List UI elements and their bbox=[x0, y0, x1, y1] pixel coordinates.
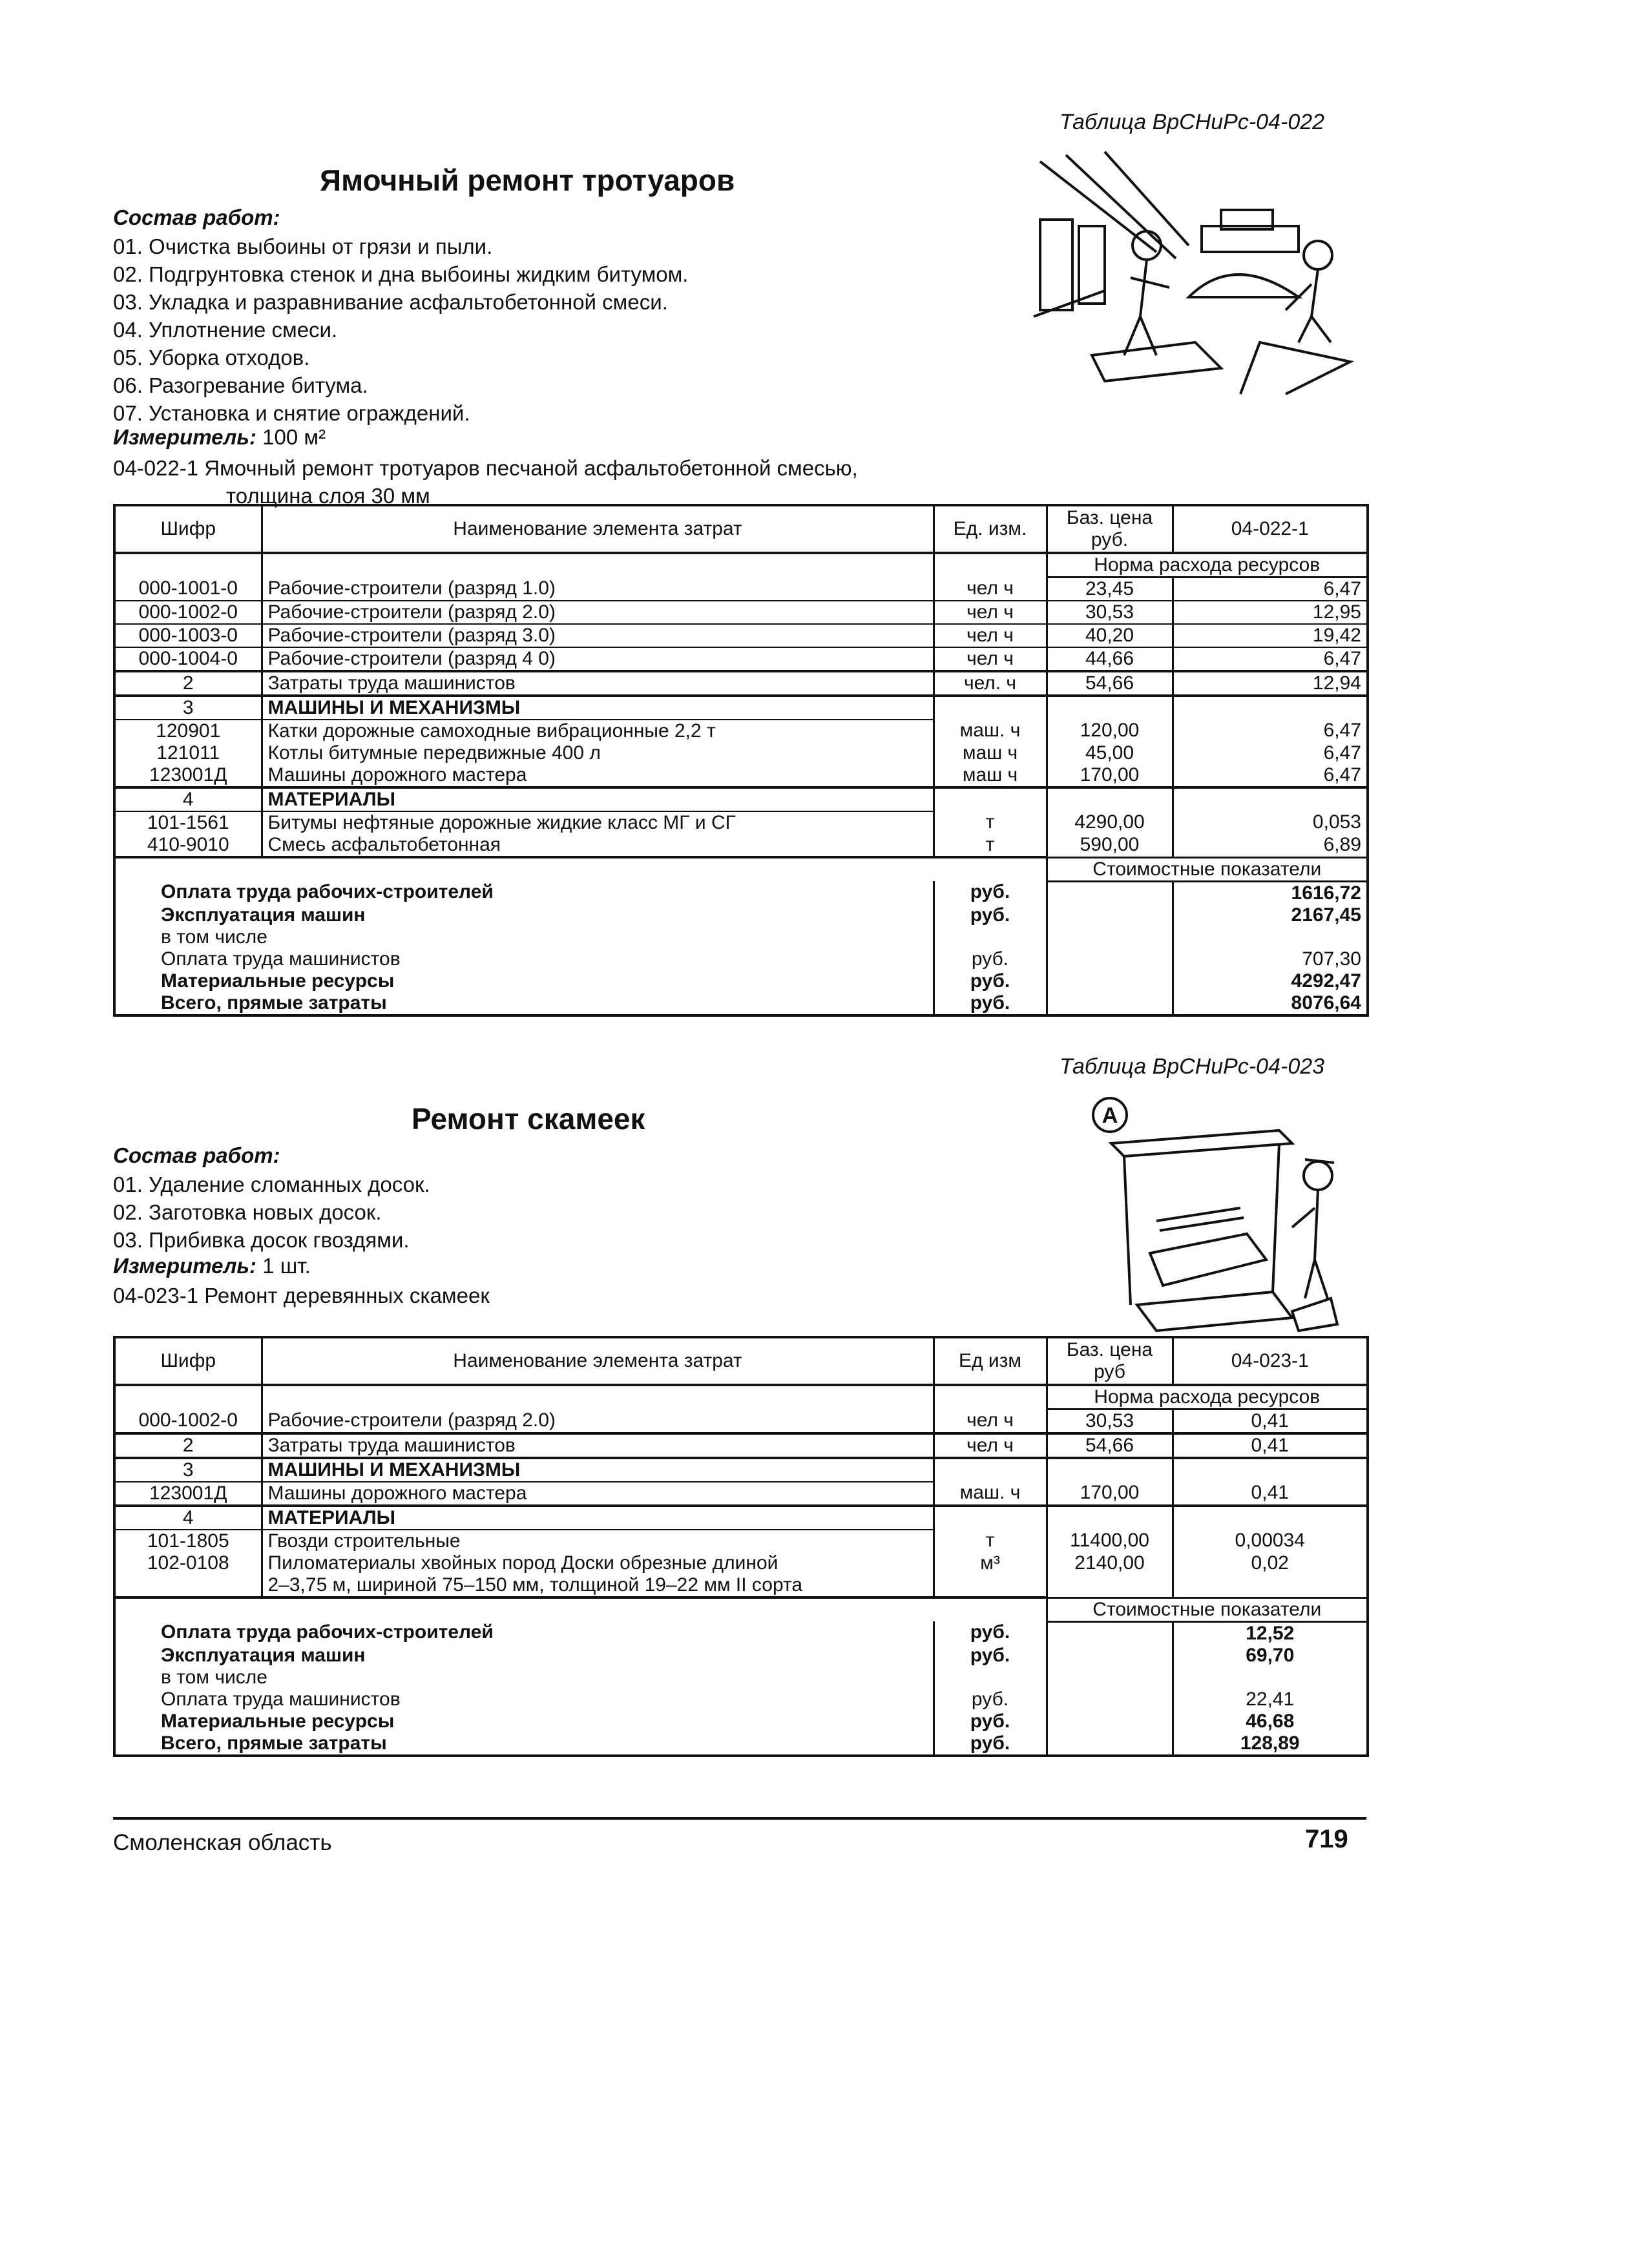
page-number: 719 bbox=[1305, 1825, 1348, 1853]
cell-name: Затраты труда машинистов bbox=[262, 671, 934, 696]
cell-name: Смесь асфальтобетонная bbox=[262, 834, 934, 857]
total-unit: руб. bbox=[934, 1689, 1047, 1711]
cell-unit: чел ч bbox=[934, 1433, 1047, 1458]
norm-subheader-row bbox=[114, 553, 1368, 577]
table-row bbox=[114, 1574, 1368, 1597]
cell-price: 23,45 bbox=[1047, 577, 1173, 601]
work-item: 01. Удаление сломанных досок. bbox=[113, 1172, 430, 1196]
cell-unit: чел ч bbox=[934, 624, 1047, 647]
total-value: 2167,45 bbox=[1173, 904, 1368, 926]
cell-price: 120,00 bbox=[1047, 720, 1173, 742]
cell-name: Котлы битумные передвижные 400 л bbox=[262, 742, 934, 764]
total-value: 22,41 bbox=[1173, 1689, 1368, 1711]
cell-unit: маш ч bbox=[934, 742, 1047, 764]
table-row bbox=[114, 624, 1368, 647]
cell-norm: 0,41 bbox=[1173, 1482, 1368, 1506]
works-list-1 bbox=[113, 233, 688, 427]
header-name: Наименование элемента затрат bbox=[262, 505, 934, 553]
work-item: 07. Установка и снятие ограждений. bbox=[113, 401, 470, 425]
cell-name: МАТЕРИАЛЫ bbox=[262, 1506, 934, 1530]
measure-2 bbox=[113, 1254, 311, 1278]
table-row bbox=[114, 1552, 1368, 1574]
cost-subheader: Стоимостные показатели bbox=[1047, 857, 1368, 881]
cell-price: 30,53 bbox=[1047, 601, 1173, 624]
table-row bbox=[114, 1506, 1368, 1530]
total-value: 8076,64 bbox=[1173, 992, 1368, 1015]
cell-unit: чел ч bbox=[934, 1410, 1047, 1434]
total-unit: руб. bbox=[934, 904, 1047, 926]
cell-unit: чел. ч bbox=[934, 671, 1047, 696]
total-value: 1616,72 bbox=[1173, 881, 1368, 904]
footer-rule bbox=[113, 1817, 1366, 1820]
caption-1 bbox=[113, 454, 858, 510]
norm-subheader: Норма расхода ресурсов bbox=[1047, 1385, 1368, 1410]
cell-norm: 0,00034 bbox=[1173, 1530, 1368, 1552]
works-heading-1: Состав работ: bbox=[113, 205, 280, 229]
table-row bbox=[114, 647, 1368, 671]
cell-name: МАТЕРИАЛЫ bbox=[262, 787, 934, 811]
table-row bbox=[114, 720, 1368, 742]
cell-code: 000-1004-0 bbox=[114, 647, 262, 671]
total-unit: руб. bbox=[934, 948, 1047, 970]
cost-table-1 bbox=[113, 504, 1369, 1017]
road-workers-illustration bbox=[1027, 149, 1363, 401]
cell-norm: 0,02 bbox=[1173, 1552, 1368, 1574]
cell-unit: маш. ч bbox=[934, 720, 1047, 742]
cell-price: 45,00 bbox=[1047, 742, 1173, 764]
table-row bbox=[114, 811, 1368, 834]
cell-name: Затраты труда машинистов bbox=[262, 1433, 934, 1458]
header-code: Шифр bbox=[114, 505, 262, 553]
table-row bbox=[114, 1433, 1368, 1458]
cell-norm: 19,42 bbox=[1173, 624, 1368, 647]
cell-code: 101-1805 bbox=[114, 1530, 262, 1552]
header-unit: Ед. изм. bbox=[934, 505, 1047, 553]
measure-label: Измеритель: bbox=[113, 1254, 256, 1278]
cell-name: Пиломатериалы хвойных пород Доски обрезные длиной bbox=[262, 1552, 934, 1574]
works-heading-2: Состав работ: bbox=[113, 1143, 280, 1167]
work-item: 03. Укладка и разравнивание асфальтобетонной смеси. bbox=[113, 290, 668, 314]
total-value: 707,30 bbox=[1173, 948, 1368, 970]
total-row bbox=[114, 881, 1368, 904]
header-price: Баз. цена руб bbox=[1047, 1337, 1173, 1385]
total-label: Оплата труда рабочих-строителей bbox=[114, 1621, 934, 1645]
header-price: Баз. цена руб. bbox=[1047, 505, 1173, 553]
cell-name: Битумы нефтяные дорожные жидкие класс МГ и СГ bbox=[262, 811, 934, 834]
cell-code: 4 bbox=[114, 1506, 262, 1530]
cell-code: 000-1001-0 bbox=[114, 577, 262, 601]
cost-subheader: Стоимостные показатели bbox=[1047, 1597, 1368, 1621]
table-label-1: Таблица ВрСНиРс-04-022 bbox=[1060, 110, 1325, 134]
cell-unit: чел ч bbox=[934, 601, 1047, 624]
table-row bbox=[114, 1482, 1368, 1506]
cell-unit: м³ bbox=[934, 1552, 1047, 1574]
cell-code: 3 bbox=[114, 696, 262, 720]
cell-price: 54,66 bbox=[1047, 1433, 1173, 1458]
cell-code: 121011 bbox=[114, 742, 262, 764]
cell-name: МАШИНЫ И МЕХАНИЗМЫ bbox=[262, 1458, 934, 1482]
cell-price: 170,00 bbox=[1047, 764, 1173, 787]
total-row bbox=[114, 970, 1368, 992]
table-header-row bbox=[114, 505, 1368, 553]
total-row bbox=[114, 904, 1368, 926]
cell-norm: 6,47 bbox=[1173, 742, 1368, 764]
total-row bbox=[114, 1689, 1368, 1711]
table-row bbox=[114, 671, 1368, 696]
cell-code: 123001Д bbox=[114, 764, 262, 787]
caption-2: 04-023-1 Ремонт деревянных скамеек bbox=[113, 1284, 490, 1307]
table-row bbox=[114, 742, 1368, 764]
caption-line: толщина слоя 30 мм bbox=[226, 484, 430, 508]
badge-text: A bbox=[1102, 1103, 1118, 1128]
table-row bbox=[114, 834, 1368, 857]
cost-subheader-row bbox=[114, 857, 1368, 881]
cell-unit: т bbox=[934, 1530, 1047, 1552]
cell-price: 44,66 bbox=[1047, 647, 1173, 671]
cell-price: 2140,00 bbox=[1047, 1552, 1173, 1574]
cell-code: 410-9010 bbox=[114, 834, 262, 857]
total-label: Эксплуатация машин bbox=[114, 1645, 934, 1667]
total-label: в том числе bbox=[114, 926, 934, 948]
cell-name: Рабочие-строители (разряд 4 0) bbox=[262, 647, 934, 671]
cell-price: 170,00 bbox=[1047, 1482, 1173, 1506]
cell-name: Рабочие-строители (разряд 3.0) bbox=[262, 624, 934, 647]
cell-code: 102-0108 bbox=[114, 1552, 262, 1574]
header-name: Наименование элемента затрат bbox=[262, 1337, 934, 1385]
table-row bbox=[114, 696, 1368, 720]
total-unit: руб. bbox=[934, 881, 1047, 904]
cell-code bbox=[114, 1574, 262, 1597]
total-row bbox=[114, 1645, 1368, 1667]
cell-unit: чел ч bbox=[934, 577, 1047, 601]
cell-code: 000-1002-0 bbox=[114, 601, 262, 624]
table-row bbox=[114, 764, 1368, 787]
total-value: 69,70 bbox=[1173, 1645, 1368, 1667]
cell-unit: т bbox=[934, 811, 1047, 834]
cell-unit: маш. ч bbox=[934, 1482, 1047, 1506]
cell-price: 11400,00 bbox=[1047, 1530, 1173, 1552]
total-label: Всего, прямые затраты bbox=[114, 1732, 934, 1756]
cell-norm: 6,47 bbox=[1173, 647, 1368, 671]
cell-name: Машины дорожного мастера bbox=[262, 1482, 934, 1506]
total-label: Оплата труда машинистов bbox=[114, 948, 934, 970]
table-row bbox=[114, 1458, 1368, 1482]
cell-norm: 12,95 bbox=[1173, 601, 1368, 624]
table-row bbox=[114, 601, 1368, 624]
cell-norm: 6,47 bbox=[1173, 720, 1368, 742]
cell-code: 101-1561 bbox=[114, 811, 262, 834]
total-label: в том числе bbox=[114, 1667, 934, 1689]
cell-unit: маш ч bbox=[934, 764, 1047, 787]
cell-name: Рабочие-строители (разряд 2.0) bbox=[262, 1410, 934, 1434]
cell-name: МАШИНЫ И МЕХАНИЗМЫ bbox=[262, 696, 934, 720]
cell-name: Катки дорожные самоходные вибрационные 2,2 т bbox=[262, 720, 934, 742]
total-label: Оплата труда рабочих-строителей bbox=[114, 881, 934, 904]
cell-norm: 6,47 bbox=[1173, 764, 1368, 787]
total-value: 128,89 bbox=[1173, 1732, 1368, 1756]
measure-1 bbox=[113, 425, 326, 450]
work-item: 02. Заготовка новых досок. bbox=[113, 1200, 382, 1224]
section-title-2: Ремонт скамеек bbox=[412, 1102, 645, 1136]
cell-name: Гвозди строительные bbox=[262, 1530, 934, 1552]
total-value: 46,68 bbox=[1173, 1711, 1368, 1732]
total-unit: руб. bbox=[934, 970, 1047, 992]
works-list-2 bbox=[113, 1170, 430, 1254]
table-header-row bbox=[114, 1337, 1368, 1385]
total-row bbox=[114, 992, 1368, 1015]
total-label: Оплата труда машинистов bbox=[114, 1689, 934, 1711]
caption-line: 04-022-1 Ямочный ремонт тротуаров песчаной асфальтобетонной смесью, bbox=[113, 456, 858, 480]
cost-table-2 bbox=[113, 1336, 1369, 1757]
cell-unit: чел ч bbox=[934, 647, 1047, 671]
cell-price: 40,20 bbox=[1047, 624, 1173, 647]
table-row bbox=[114, 787, 1368, 811]
section-title-1: Ямочный ремонт тротуаров bbox=[320, 163, 735, 197]
cell-code: 4 bbox=[114, 787, 262, 811]
work-item: 04. Уплотнение смеси. bbox=[113, 318, 338, 342]
footer-region: Смоленская область bbox=[113, 1830, 332, 1855]
cell-norm: 0,41 bbox=[1173, 1433, 1368, 1458]
total-value: 4292,47 bbox=[1173, 970, 1368, 992]
cell-name: 2–3,75 м, шириной 75–150 мм, толщиной 19–22 мм II сорта bbox=[262, 1574, 934, 1597]
total-row bbox=[114, 948, 1368, 970]
header-unit: Ед изм bbox=[934, 1337, 1047, 1385]
cell-norm: 12,94 bbox=[1173, 671, 1368, 696]
measure-label: Измеритель: bbox=[113, 425, 256, 449]
cell-unit: т bbox=[934, 834, 1047, 857]
total-row bbox=[114, 1711, 1368, 1732]
cell-code: 123001Д bbox=[114, 1482, 262, 1506]
cell-code: 3 bbox=[114, 1458, 262, 1482]
total-row bbox=[114, 1667, 1368, 1689]
cell-norm: 0,053 bbox=[1173, 811, 1368, 834]
cell-norm: 0,41 bbox=[1173, 1410, 1368, 1434]
cell-price: 4290,00 bbox=[1047, 811, 1173, 834]
cell-code: 2 bbox=[114, 671, 262, 696]
total-unit: руб. bbox=[934, 1711, 1047, 1732]
table-row bbox=[114, 577, 1368, 601]
norm-subheader: Норма расхода ресурсов bbox=[1047, 553, 1368, 577]
bench-repair-illustration bbox=[1085, 1092, 1357, 1337]
total-unit: руб. bbox=[934, 1645, 1047, 1667]
work-item: 01. Очистка выбоины от грязи и пыли. bbox=[113, 234, 493, 258]
cell-price: 590,00 bbox=[1047, 834, 1173, 857]
table-row bbox=[114, 1410, 1368, 1434]
cell-price: 30,53 bbox=[1047, 1410, 1173, 1434]
header-norm: 04-022-1 bbox=[1173, 505, 1368, 553]
cell-code: 120901 bbox=[114, 720, 262, 742]
cell-code: 000-1002-0 bbox=[114, 1410, 262, 1434]
measure-value: 1 шт. bbox=[262, 1254, 311, 1278]
work-item: 05. Уборка отходов. bbox=[113, 346, 310, 369]
total-unit: руб. bbox=[934, 1621, 1047, 1645]
cost-subheader-row bbox=[114, 1597, 1368, 1621]
cell-code: 2 bbox=[114, 1433, 262, 1458]
table-label-2: Таблица ВрСНиРс-04-023 bbox=[1060, 1054, 1325, 1079]
total-unit: руб. bbox=[934, 992, 1047, 1015]
total-row bbox=[114, 1621, 1368, 1645]
cell-name: Рабочие-строители (разряд 1.0) bbox=[262, 577, 934, 601]
norm-subheader-row bbox=[114, 1385, 1368, 1410]
header-code: Шифр bbox=[114, 1337, 262, 1385]
cell-norm: 6,47 bbox=[1173, 577, 1368, 601]
table-row bbox=[114, 1530, 1368, 1552]
total-row bbox=[114, 1732, 1368, 1756]
cell-name: Рабочие-строители (разряд 2.0) bbox=[262, 601, 934, 624]
total-label: Эксплуатация машин bbox=[114, 904, 934, 926]
total-row bbox=[114, 926, 1368, 948]
cell-name: Машины дорожного мастера bbox=[262, 764, 934, 787]
total-label: Всего, прямые затраты bbox=[114, 992, 934, 1015]
work-item: 02. Подгрунтовка стенок и дна выбоины жидким битумом. bbox=[113, 262, 689, 286]
total-value: 12,52 bbox=[1173, 1621, 1368, 1645]
cell-code: 000-1003-0 bbox=[114, 624, 262, 647]
measure-value: 100 м² bbox=[262, 425, 326, 449]
header-norm: 04-023-1 bbox=[1173, 1337, 1368, 1385]
total-label: Материальные ресурсы bbox=[114, 1711, 934, 1732]
cell-norm: 6,89 bbox=[1173, 834, 1368, 857]
work-item: 06. Разогревание битума. bbox=[113, 373, 368, 397]
work-item: 03. Прибивка досок гвоздями. bbox=[113, 1228, 410, 1252]
cell-price: 54,66 bbox=[1047, 671, 1173, 696]
total-unit: руб. bbox=[934, 1732, 1047, 1756]
total-label: Материальные ресурсы bbox=[114, 970, 934, 992]
